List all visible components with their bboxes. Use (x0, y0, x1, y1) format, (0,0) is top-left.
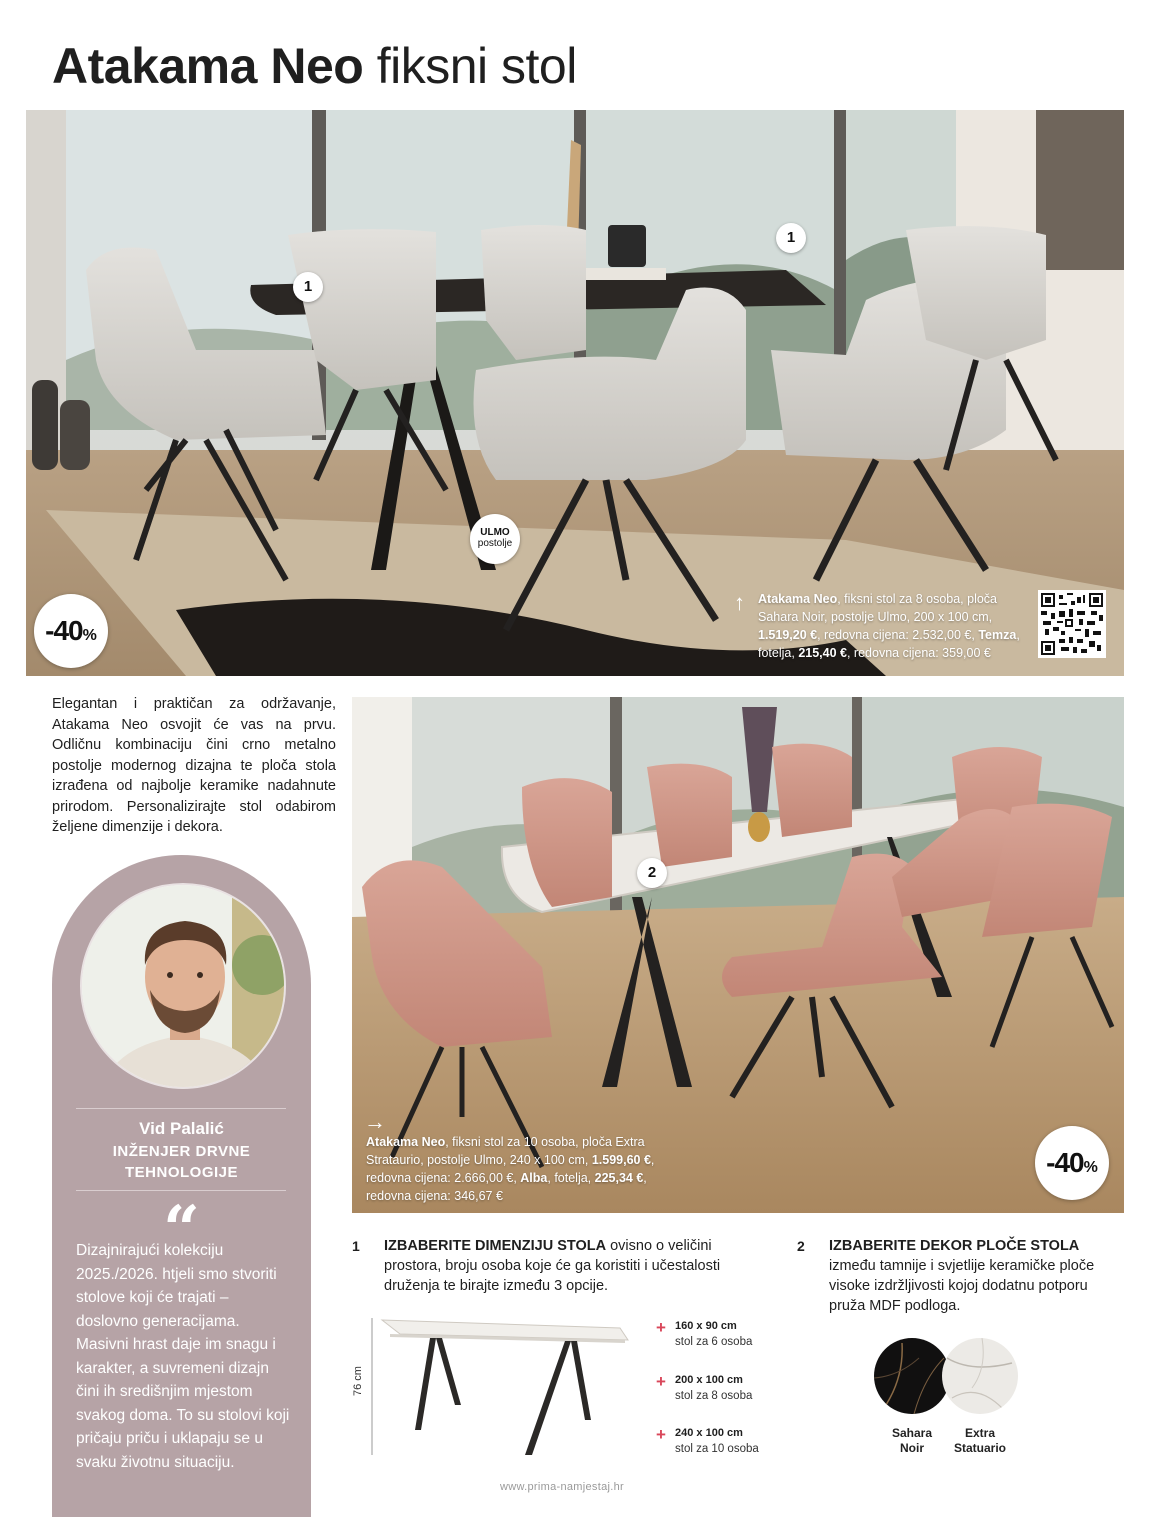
table-dimension-illustration (370, 1310, 650, 1470)
expert-quote: Dizajnirajući kolekciju 2025./2026. htjeli smo stvoriti stolove koji će trajati – doslovno generacijama. Masivni hrast daje im snagu i karakter, a suvremeni dizajn čini ih središnjim mjestom svakog doma. To su stolovi koji pričaju priču i uklapaju se u svaku životnu situaciju. (76, 1242, 290, 1471)
base-badge-name: ULMO (480, 527, 510, 538)
swatch-extra-statuario-texture (942, 1338, 1018, 1414)
discount-badge (1035, 1126, 1109, 1200)
swatch-label-line: Statuario (953, 1441, 1006, 1455)
discount-unit: % (1083, 1159, 1098, 1176)
size-option-caption: stol za 10 osoba (675, 1443, 759, 1455)
swatch-sahara-noir[interactable] (874, 1338, 950, 1414)
caption-price: 1.519,20 € (758, 628, 818, 642)
hotspot-table-marker[interactable]: 2 (637, 858, 667, 888)
caption-text: , fotelja, (547, 1171, 595, 1185)
arrow-up-icon: ↑ (734, 590, 745, 615)
intro-paragraph: Elegantan i praktičan za održavanje, Atakama Neo osvojit će vas na prvu. Odličnu kombinaciju čini crno metalno postolje modernog dizajna te ploča stola izrađena od najbolje keramike nadahnute prirodom. Personalizirajte stol odabirom željene dimenzije i dekora. (52, 696, 336, 835)
expert-panel (52, 855, 311, 1517)
size-option-caption: stol za 8 osoba (675, 1390, 753, 1402)
caption-text: , (1016, 628, 1020, 642)
step-1-text (384, 1236, 744, 1296)
step-2-text (829, 1236, 1119, 1316)
qr-code[interactable] (1038, 590, 1106, 658)
plus-icon: + (656, 1425, 666, 1444)
caption-text: , redovna cijena: 2.532,00 €, (817, 628, 979, 642)
arrow-right-icon: → (364, 1109, 386, 1134)
caption-product-name: Atakama Neo (758, 592, 838, 606)
caption-text: , fiksni stol za 8 osoba, ploča (837, 592, 998, 606)
swatch-label-line: Noir (900, 1441, 924, 1455)
caption-text: redovna cijena: 346,67 € (366, 1189, 503, 1203)
size-option-dimensions: 200 x 100 cm (675, 1374, 743, 1386)
swatch-label (935, 1426, 1025, 1456)
step-1-number: 1 (352, 1238, 360, 1254)
base-badge-label: postolje (477, 538, 513, 549)
hotspot-chair-marker[interactable]: 1 (293, 272, 323, 302)
page-title (52, 38, 577, 94)
caption-text: , redovna cijena: 359,00 € (846, 646, 991, 660)
step-2-description: između tamnije i svjetlije keramičke ploče visoke izdržljivosti kojoj dodatnu potporu pruža MDF podloga. (829, 1258, 1095, 1314)
caption-text: redovna cijena: 2.666,00 €, (366, 1171, 521, 1185)
hero-photo-grey-chairs (26, 110, 1124, 676)
product-caption-1 (758, 590, 1058, 662)
discount-unit: % (82, 627, 97, 644)
expert-portrait (80, 883, 286, 1089)
expert-portrait-illustration (82, 885, 286, 1089)
size-option-dimensions: 240 x 100 cm (675, 1427, 743, 1439)
discount-badge (34, 594, 108, 668)
caption-chair-price: 225,34 € (594, 1171, 644, 1185)
expert-role: TEHNOLOGIJE (124, 1164, 238, 1181)
caption-text: Strataurio, postolje Ulmo, 240 x 100 cm, (366, 1153, 592, 1167)
quote-icon: “ (163, 1192, 200, 1267)
title-product-name: Atakama Neo (52, 38, 364, 94)
size-option-caption: stol za 6 osoba (675, 1336, 753, 1348)
discount-value: -40 (1046, 1147, 1084, 1178)
swatch-sahara-noir-texture (874, 1338, 950, 1414)
step-1-description: ovisno o veličini prostora, broju osoba koje će ga koristiti i učestalosti druženja te birajte između 3 opcije. (384, 1238, 721, 1294)
base-badge (470, 514, 520, 564)
website-link[interactable]: www.prima-namjestaj.hr (500, 1481, 624, 1493)
caption-chair-name: Temza (978, 628, 1017, 642)
caption-text: Sahara Noir, postolje Ulmo, 200 x 100 cm, (758, 610, 993, 624)
expert-role: INŽENJER DRVNE (112, 1143, 251, 1160)
product-photo-pink-chairs (352, 697, 1124, 1213)
size-option-dimensions: 160 x 90 cm (675, 1320, 737, 1332)
swatch-label-line: Extra (964, 1426, 996, 1440)
plus-icon: + (656, 1372, 666, 1391)
step-2-number: 2 (797, 1238, 805, 1254)
step-2-heading: IZBABERITE DEKOR PLOČE STOLA (829, 1238, 1080, 1254)
title-product-type: fiksni stol (376, 38, 577, 94)
qr-code-icon (1041, 593, 1103, 655)
caption-price: 1.599,60 € (591, 1153, 651, 1167)
caption-text: , (643, 1171, 647, 1185)
caption-text: , (650, 1153, 655, 1167)
caption-product-name: Atakama Neo (366, 1135, 446, 1149)
swatch-extra-statuario[interactable] (942, 1338, 1018, 1414)
plus-icon: + (656, 1318, 666, 1337)
swatch-label-line: Sahara (891, 1426, 933, 1440)
divider (76, 1108, 286, 1109)
discount-value: -40 (45, 615, 83, 646)
step-1-heading: IZBABERITE DIMENZIJU STOLA (384, 1238, 607, 1254)
caption-text: , fiksni stol za 10 osoba, ploča Extra (445, 1135, 645, 1149)
caption-chair-name: Alba (520, 1171, 548, 1185)
caption-text: fotelja, (758, 646, 799, 660)
height-label: 76 cm (351, 1366, 364, 1396)
hotspot-chair-marker[interactable]: 1 (776, 223, 806, 253)
divider (76, 1190, 286, 1191)
expert-name: Vid Palalić (139, 1119, 224, 1138)
product-caption-2 (366, 1133, 686, 1205)
caption-chair-price: 215,40 € (798, 646, 847, 660)
